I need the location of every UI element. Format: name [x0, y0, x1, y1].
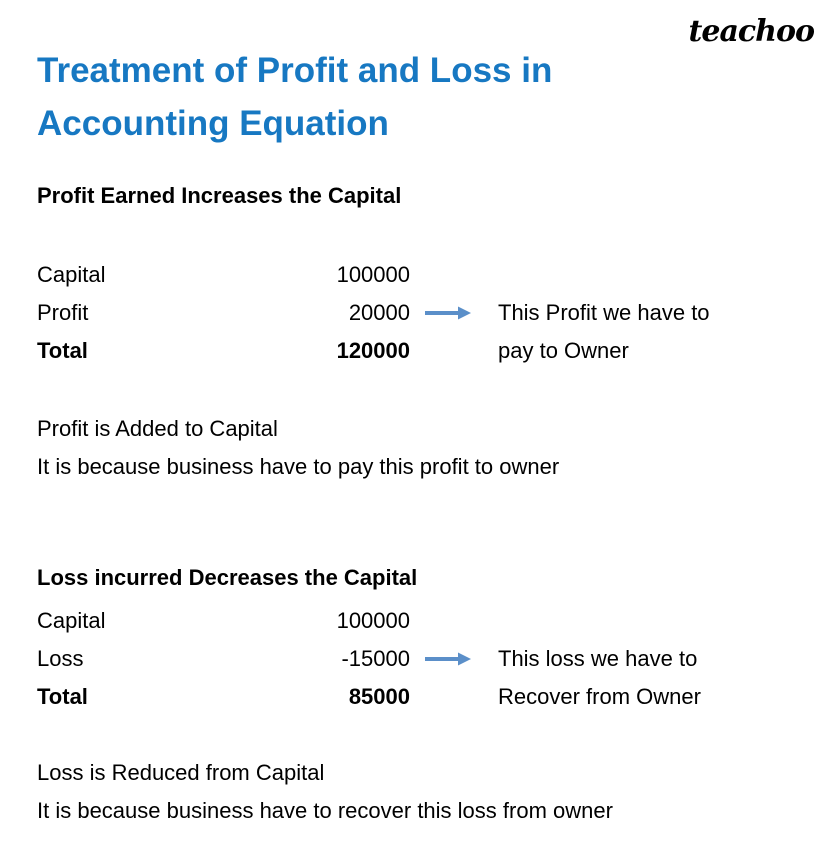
- row-value: 100000: [336, 608, 410, 633]
- profit-calc-table: [37, 256, 810, 370]
- arrow-cell: [410, 306, 498, 320]
- arrow-cell: [410, 652, 498, 666]
- row-note: pay to Owner: [498, 338, 629, 363]
- right-arrow-icon: [425, 652, 471, 666]
- table-row-profit: [37, 294, 810, 332]
- explanation-line: Loss is Reduced from Capital: [37, 760, 325, 785]
- right-arrow-icon: [425, 306, 471, 320]
- row-value: 120000: [336, 338, 410, 363]
- table-row-capital: [37, 256, 810, 294]
- table-row-capital: [37, 602, 810, 640]
- loss-section-heading: Loss incurred Decreases the Capital: [37, 565, 418, 590]
- row-label: Loss: [37, 646, 84, 671]
- row-note: Recover from Owner: [498, 684, 701, 709]
- row-value: 20000: [348, 300, 410, 325]
- profit-explanation: [37, 410, 810, 486]
- row-note: This loss we have to: [498, 646, 698, 671]
- row-value: 100000: [336, 262, 410, 287]
- row-label: Profit: [37, 300, 89, 325]
- profit-section-heading: Profit Earned Increases the Capital: [37, 183, 402, 208]
- explanation-line: Profit is Added to Capital: [37, 416, 278, 441]
- loss-explanation: [37, 754, 810, 830]
- row-label: Total: [37, 338, 88, 363]
- loss-calc-table: [37, 602, 810, 716]
- teachoo-logo: teachoo: [688, 14, 814, 49]
- explanation-line: It is because business have to pay this profit to owner: [37, 454, 560, 479]
- page-title-line2: Accounting Equation: [37, 104, 389, 143]
- explanation-line: It is because business have to recover this loss from owner: [37, 798, 613, 823]
- row-note: This Profit we have to: [498, 300, 710, 325]
- table-row-total: [37, 678, 810, 716]
- row-value: -15000: [341, 646, 410, 671]
- row-label: Capital: [37, 262, 106, 287]
- table-row-loss: [37, 640, 810, 678]
- table-row-total: [37, 332, 810, 370]
- row-value: 85000: [348, 684, 410, 709]
- row-label: Capital: [37, 608, 106, 633]
- row-label: Total: [37, 684, 88, 709]
- page-title-line1: Treatment of Profit and Loss in: [37, 51, 553, 90]
